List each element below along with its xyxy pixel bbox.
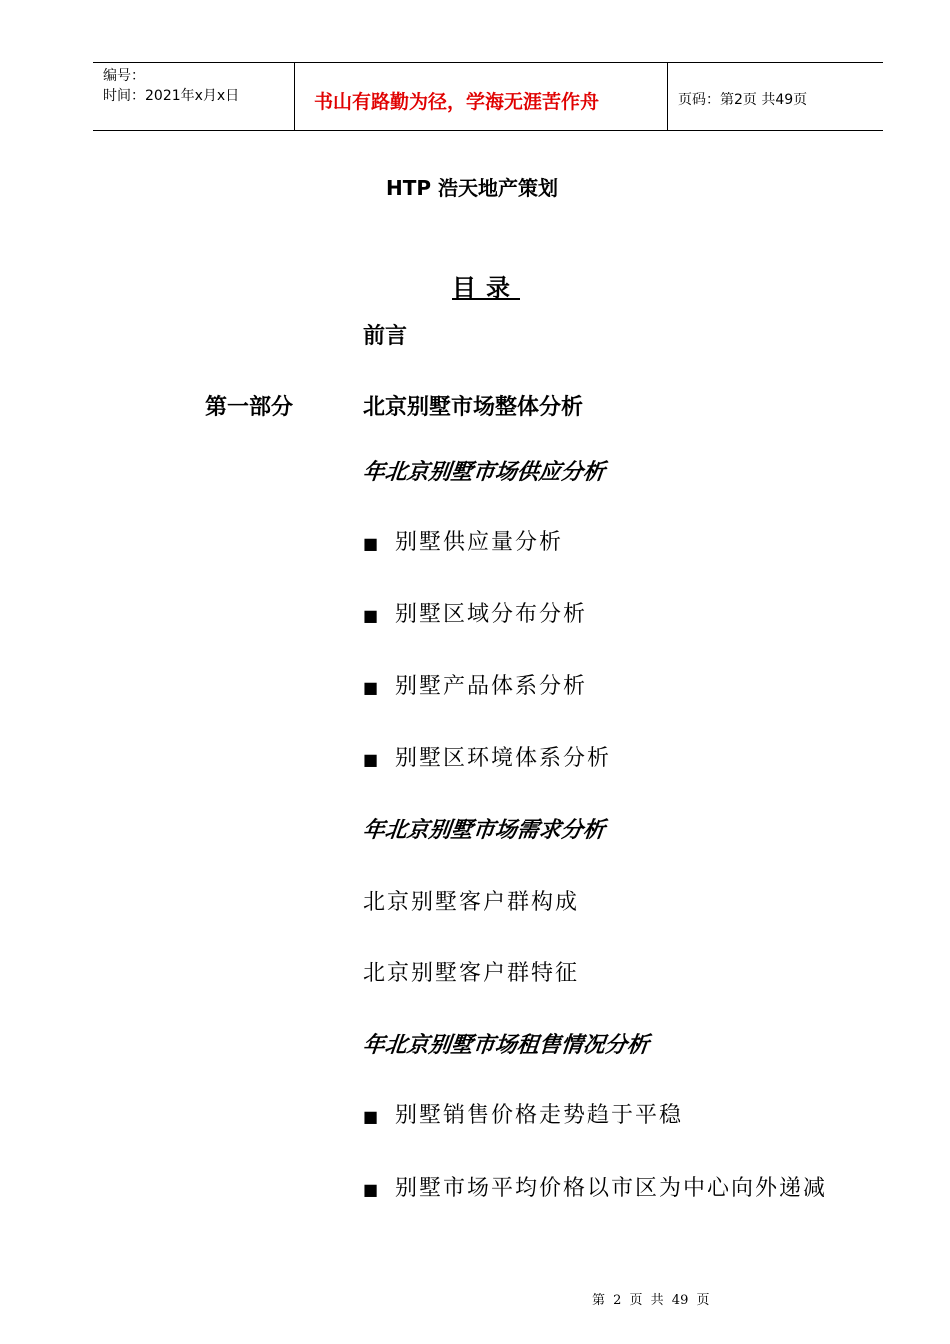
bullet-square-icon: ■ [363,750,381,769]
toc-item [363,1171,827,1202]
toc-section-sales: 年北京别墅市场租售情况分析 [361,1033,651,1058]
header-motto: 书山有路勤为径，学海无涯苦作舟 [314,91,600,113]
toc-item-label: 别墅供应量分析 [395,530,564,555]
toc-item [363,669,587,700]
document-title: HTP 浩天地产策划 [386,176,559,200]
toc-item [363,597,587,628]
toc-item-label: 北京别墅客户群构成 [363,890,580,915]
toc-item [363,525,563,556]
toc-item-label: 别墅市场平均价格以市区为中心向外递减 [395,1176,828,1201]
bullet-square-icon: ■ [363,534,381,553]
toc-item-label: 别墅销售价格走势趋于平稳 [395,1103,684,1128]
toc-item-label: 北京别墅客户群特征 [363,961,580,986]
toc-section-supply: 年北京别墅市场供应分析 [361,460,607,485]
header-bottom-rule [93,130,883,131]
toc-title: 目录 [452,274,520,302]
bullet-square-icon: ■ [363,1107,381,1126]
bullet-square-icon: ■ [363,1180,381,1199]
page-footer: 第 2 页 共 49 页 [592,1293,710,1308]
toc-item-label: 别墅区环境体系分析 [395,746,612,771]
toc-preface: 前言 [363,324,408,349]
header-top-rule [93,62,883,63]
toc-item [363,741,611,772]
toc-item-label: 别墅产品体系分析 [395,674,588,699]
toc-part-title: 北京别墅市场整体分析 [363,395,584,420]
toc-item-label: 别墅区域分布分析 [395,602,588,627]
header-time-label: 时间：2021年x月x日 [103,88,240,104]
header-divider-1 [294,62,295,130]
toc-section-demand: 年北京别墅市场需求分析 [361,818,607,843]
toc-item [363,1098,683,1129]
bullet-square-icon: ■ [363,678,381,697]
bullet-square-icon: ■ [363,606,381,625]
header-divider-2 [667,62,668,130]
header-number-label: 编号： [103,68,145,84]
toc-part-label: 第一部分 [205,395,294,420]
header-page-info: 页码：第2页 共49页 [678,92,808,108]
